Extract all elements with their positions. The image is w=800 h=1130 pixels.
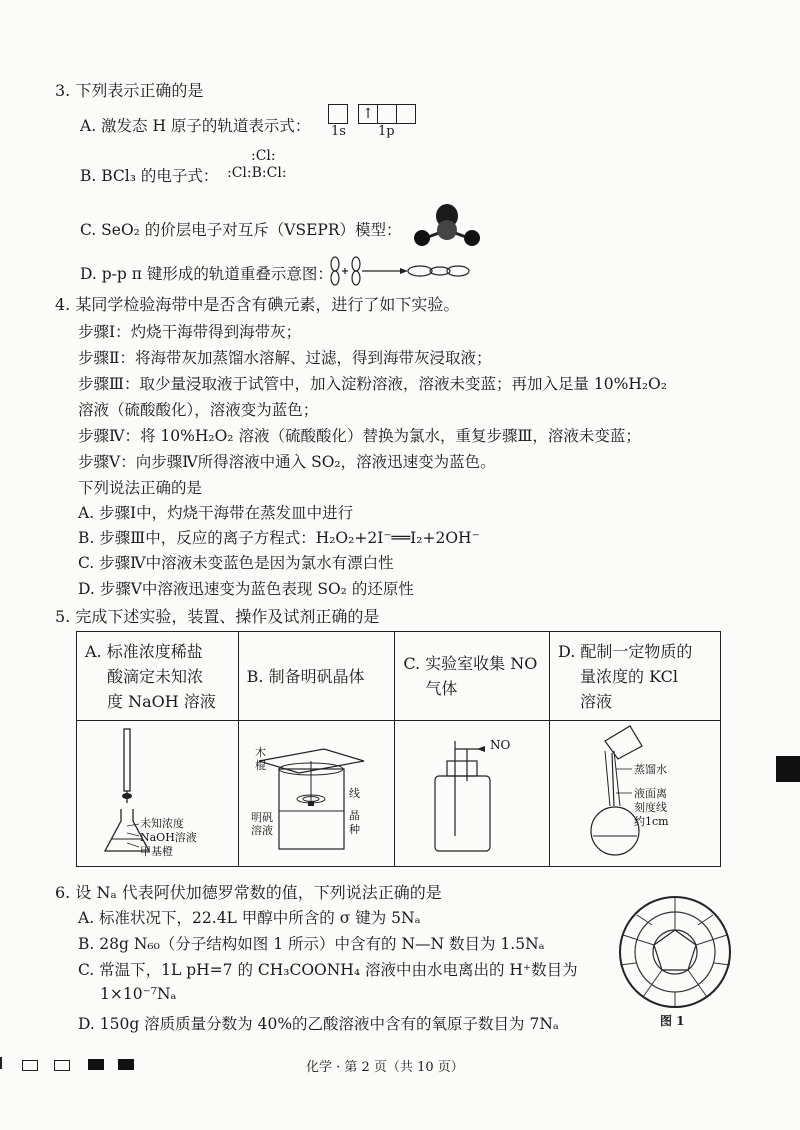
q6-option-c-cont: 1×10⁻⁷Nₐ: [100, 985, 177, 1003]
page-footer: 化学 · 第 2 页（共 10 页）: [306, 1060, 464, 1075]
label-stick: 棍: [254, 759, 266, 772]
label-wood: 木: [254, 746, 266, 759]
q6-option-b[interactable]: B. 28g N₆₀（分子结构如图 1 所示）中含有的 N—N 数目为 1.5Nₐ: [78, 935, 545, 953]
q4-stem: 4. 某同学检验海带中是否含有碘元素，进行了如下实验。: [55, 295, 460, 314]
label-methyl-orange: 甲基橙: [140, 845, 173, 858]
q4-step-3-cont: 溶液（硫酸酸化），溶液变为蓝色；: [78, 401, 319, 419]
orbital-diagram: [328, 104, 418, 140]
label-solution: 溶液: [250, 824, 273, 837]
label-naoh-solution: NaOH溶液: [140, 831, 197, 844]
label-thread: 线: [348, 787, 360, 800]
orbital-1s-box: [328, 104, 348, 124]
label-alum: 明矾: [250, 811, 273, 824]
q6-option-a[interactable]: A. 标准状况下，22.4L 甲醇中所含的 σ 键为 5Nₐ: [78, 909, 421, 927]
orbital-1p-label: 1p: [378, 124, 395, 139]
q4-step-1: 步骤Ⅰ：灼烧干海带得到海带灰；: [78, 323, 302, 341]
no-collection-cell: [395, 721, 550, 867]
q6-option-d[interactable]: D. 150g 溶质质量分数为 40%的乙酸溶液中含有的氧原子数目为 7Nₐ: [78, 1015, 559, 1033]
titration-apparatus-cell: [77, 721, 239, 867]
label-no-gas: NO: [490, 738, 511, 752]
q5-stem: 5. 完成下述实验，装置、操作及试剂正确的是: [55, 607, 380, 626]
label-seed: 种: [348, 823, 360, 836]
option-d-header[interactable]: D. 配制一定物质的 量浓度的 KCl 溶液: [550, 632, 721, 721]
figure-1-caption: 图 1: [660, 1014, 685, 1028]
q4-step-3: 步骤Ⅲ：取少量浸取液于试管中，加入淀粉溶液，溶液未变蓝；再加入足量 10%H₂O₂: [78, 375, 667, 393]
experiment-table: [76, 631, 721, 867]
q4-option-b[interactable]: B. 步骤Ⅲ中，反应的离子方程式：H₂O₂+2I⁻══I₂+2OH⁻: [78, 529, 480, 547]
orbital-1p-boxes: [358, 104, 416, 124]
electron-formula-middle: :Cl:B:Cl:: [227, 165, 287, 181]
q3-option-c[interactable]: C. SeO₂ 的价层电子对互斥（VSEPR）模型：: [80, 221, 402, 239]
volumetric-flask-cell: [550, 721, 721, 867]
label-crystal: 晶: [348, 809, 360, 822]
q3-option-a[interactable]: A. 激发态 H 原子的轨道表示式：: [80, 117, 311, 135]
alum-crystal-cell: [238, 721, 395, 867]
footer-hollow-mark: [54, 1060, 70, 1071]
seo2-vsepr-model-icon: [410, 202, 480, 250]
q3-option-d[interactable]: D. p-p π 键形成的轨道重叠示意图：: [80, 265, 333, 283]
label-distilled-water: 蒸馏水: [634, 763, 667, 776]
footer-solid-mark: [88, 1059, 104, 1070]
q4-option-c[interactable]: C. 步骤Ⅳ中溶液未变蓝色是因为氯水有漂白性: [78, 554, 394, 572]
label-unknown-conc: 未知浓度: [140, 817, 184, 830]
q3-option-b[interactable]: B. BCl₃ 的电子式：: [80, 167, 219, 185]
q4-step-4: 步骤Ⅳ：将 10%H₂O₂ 溶液（硫酸酸化）替换为氯水，重复步骤Ⅲ，溶液未变蓝；: [78, 427, 641, 445]
orbital-1s-label: 1s: [331, 124, 346, 139]
q6-stem: 6. 设 Nₐ 代表阿伏加德罗常数的值，下列说法正确的是: [55, 883, 442, 902]
q6-option-c[interactable]: C. 常温下，1L pH=7 的 CH₃COONH₄ 溶液中由水电离出的 H⁺数目为: [78, 961, 578, 979]
titration-apparatus-icon: [77, 721, 222, 866]
bcl3-electron-formula: [227, 148, 287, 182]
q3-stem: 3. 下列表示正确的是: [55, 81, 204, 100]
option-a-header[interactable]: A. 标准浓度稀盐 酸滴定未知浓 度 NaOH 溶液: [77, 632, 239, 721]
p-orbital-overlap-icon: [328, 256, 478, 286]
up-arrow-icon: ↑: [358, 104, 378, 124]
option-b-header[interactable]: B. 制备明矾晶体: [238, 632, 395, 721]
option-c-header[interactable]: C. 实验室收集 NO 气体: [395, 632, 550, 721]
label-graduation-line: 刻度线: [634, 801, 667, 814]
alum-crystal-apparatus-icon: [239, 721, 379, 866]
q4-option-d[interactable]: D. 步骤Ⅴ中溶液迅速变为蓝色表现 SO₂ 的还原性: [78, 580, 414, 598]
label-about-1cm: 约1cm: [634, 815, 669, 828]
electron-formula-top: :Cl:: [251, 148, 276, 164]
q4-step-5: 步骤Ⅴ：向步骤Ⅳ所得溶液中通入 SO₂，溶液迅速变为蓝色。: [78, 453, 496, 471]
gas-collection-bottle-icon: [395, 721, 533, 866]
footer-solid-mark: [118, 1059, 134, 1070]
volumetric-flask-icon: [550, 721, 720, 866]
q4-step-2: 步骤Ⅱ：将海带灰加蒸馏水溶解、过滤，得到海带灰浸取液；: [78, 349, 492, 367]
footer-hollow-mark: [22, 1060, 38, 1071]
q4-option-a[interactable]: A. 步骤Ⅰ中，灼烧干海带在蒸发皿中进行: [78, 504, 354, 522]
n60-fullerene-icon: [612, 895, 738, 1010]
footer-left-tick: [0, 1057, 2, 1069]
label-liquid-level: 液面离: [634, 787, 667, 800]
edge-marker: [776, 756, 800, 782]
q4-question: 下列说法正确的是: [78, 479, 203, 497]
